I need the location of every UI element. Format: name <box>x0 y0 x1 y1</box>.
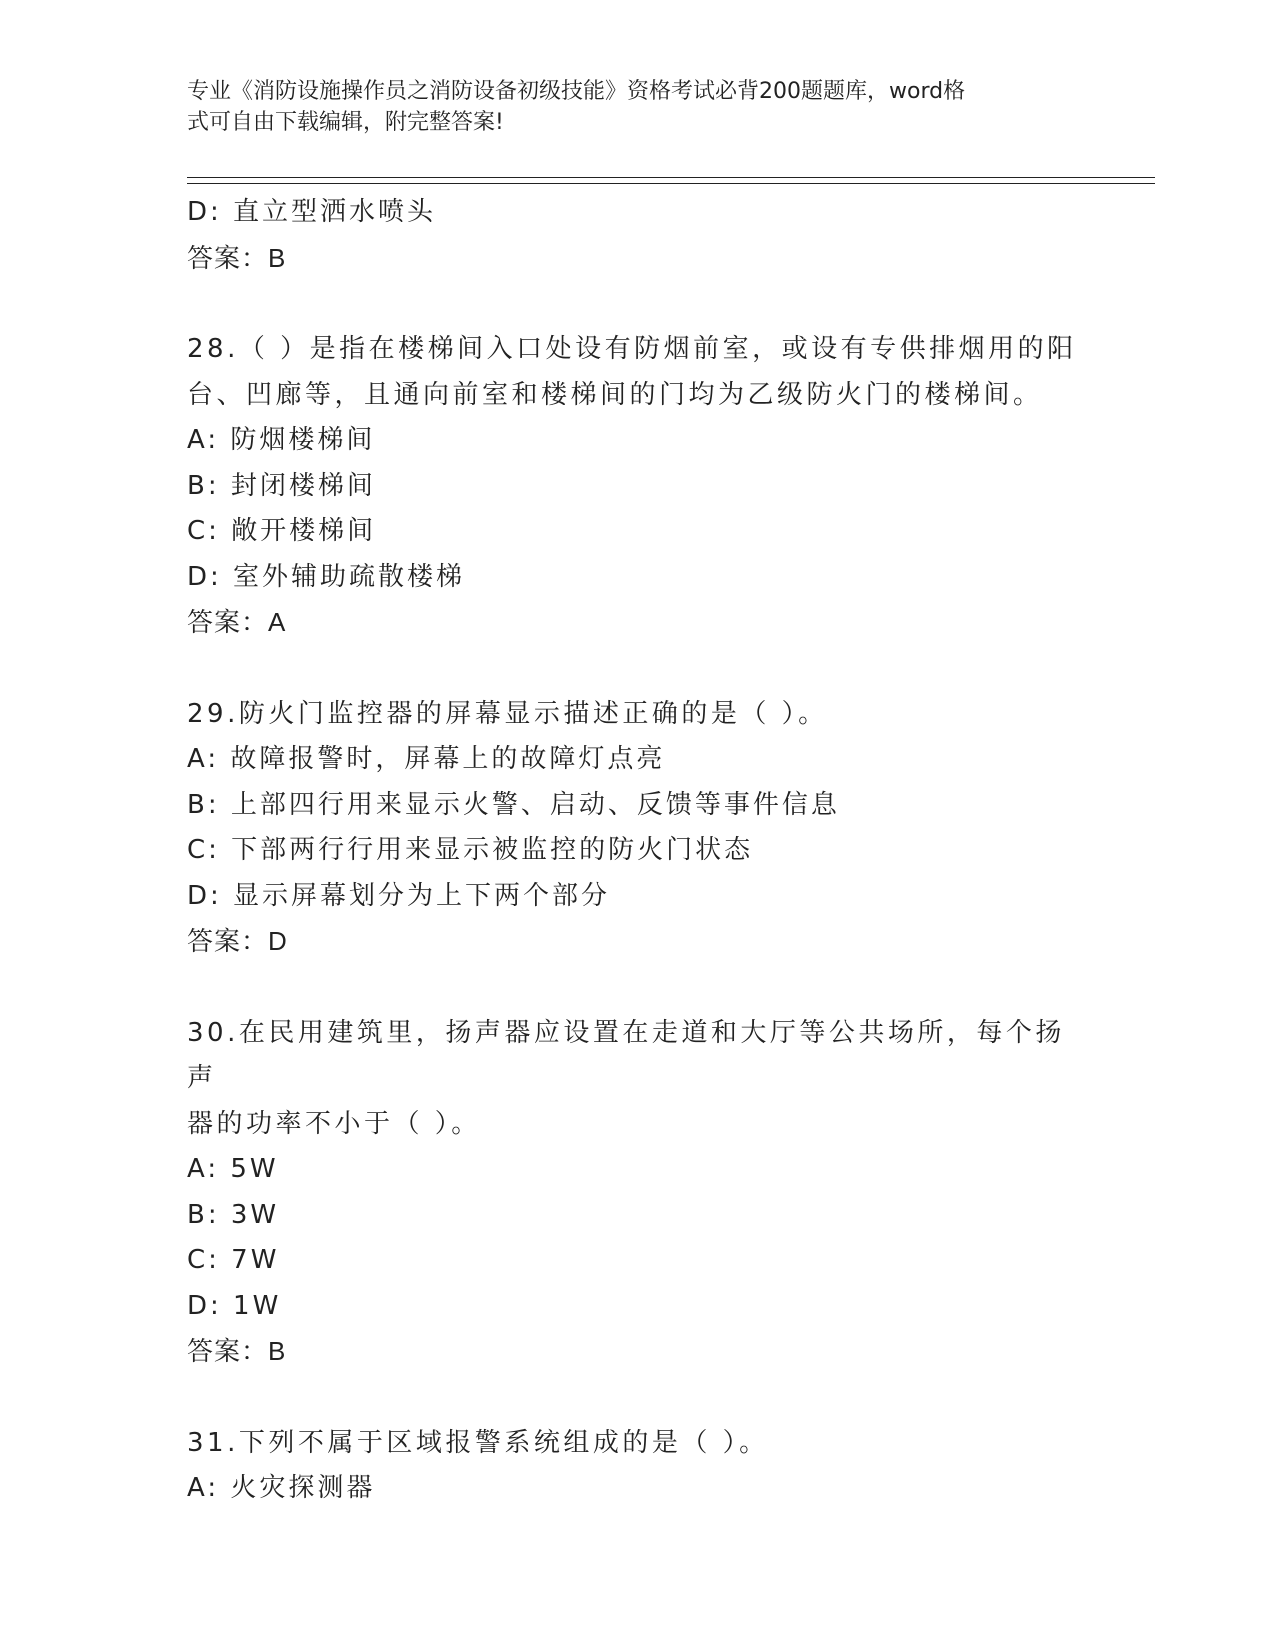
answer: 答案：D <box>187 926 288 956</box>
question-stem <box>187 692 1087 738</box>
header-rule-bottom <box>187 183 1155 184</box>
stem-line-1: 31.下列不属于区域报警系统组成的是（ ）。 <box>187 1427 769 1458</box>
option-c: C: 下部两行行用来显示被监控的防火门状态 <box>187 835 754 865</box>
option-b: B: 上部四行用来显示火警、启动、反馈等事件信息 <box>187 789 840 820</box>
option-a: A: 防烟楼梯间 <box>187 425 376 455</box>
stem-line-2: 器的功率不小于（ ）。 <box>187 1108 481 1139</box>
question-28 <box>187 327 1087 646</box>
stem-line-1: 30.在民用建筑里，扬声器应设置在走道和大厅等公共场所，每个扬声 <box>187 1017 1065 1093</box>
page-header <box>187 76 1087 138</box>
option-a: A: 5W <box>187 1154 279 1184</box>
option-c: C: 7W <box>187 1245 280 1275</box>
option-d: D: 直立型洒水喷头 <box>187 197 437 227</box>
header-line-2: 式可自由下载编辑，附完整答案! <box>187 110 504 135</box>
question-30 <box>187 1011 1087 1375</box>
option-a: A: 故障报警时，屏幕上的故障灯点亮 <box>187 744 666 774</box>
question-31 <box>187 1421 1087 1512</box>
option-b: B: 封闭楼梯间 <box>187 470 376 501</box>
option-a: A: 火灾探测器 <box>187 1473 376 1503</box>
answer: 答案：A <box>187 607 287 637</box>
option-c: C: 敞开楼梯间 <box>187 516 377 546</box>
header-line-1: 专业《消防设施操作员之消防设备初级技能》资格考试必背200题题库，word格 <box>187 79 966 104</box>
header-rule-top <box>187 177 1155 178</box>
stem-line-1: 28.（ ）是指在楼梯间入口处设有防烟前室，或设有专供排烟用的阳 <box>187 334 1077 364</box>
question-29 <box>187 692 1087 965</box>
answer: 答案：B <box>187 242 287 273</box>
option-b: B: 3W <box>187 1199 280 1230</box>
option-d: D: 显示屏幕划分为上下两个部分 <box>187 880 611 911</box>
question-list <box>187 190 1087 1512</box>
stem-line-1: 29.防火门监控器的屏幕显示描述正确的是（ ）。 <box>187 698 828 729</box>
answer: 答案：B <box>187 1336 287 1366</box>
option-d: D: 室外辅助疏散楼梯 <box>187 561 466 592</box>
question-stem <box>187 1011 1087 1148</box>
question-stem <box>187 1421 1087 1467</box>
question-stem <box>187 327 1087 418</box>
stem-line-2: 台、凹廊等，且通向前室和楼梯间的门均为乙级防火门的楼梯间。 <box>187 379 1043 410</box>
question-27-tail <box>187 190 1087 281</box>
option-d: D: 1W <box>187 1290 282 1321</box>
